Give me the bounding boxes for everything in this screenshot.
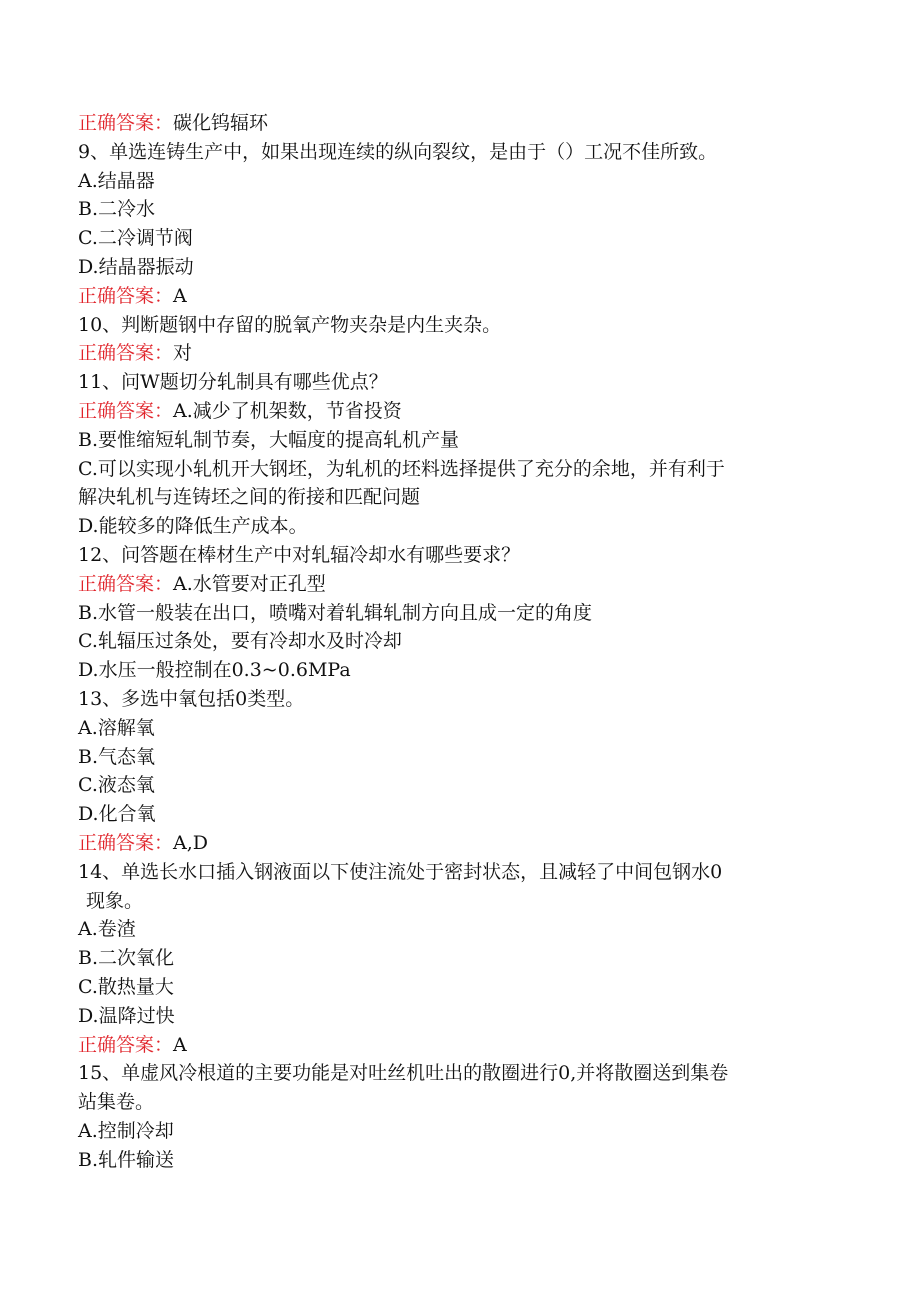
option-a: A.卷渣 bbox=[78, 918, 136, 941]
answer-label: 正确答案： bbox=[78, 342, 174, 365]
answer-value: 碳化钨辐环 bbox=[173, 112, 269, 134]
question-text: 10、判断题钢中存留的脱氧产物夹杂是内生夹杂。 bbox=[78, 313, 502, 336]
answer-value: A.减少了机架数，节省投资 bbox=[173, 399, 402, 422]
option-d: D.结晶器振动 bbox=[78, 255, 194, 278]
option-b: B.水管一般装在出口，喷嘴对着轧辑轧制方向且成一定的角度 bbox=[78, 601, 593, 624]
option-a: A.溶解氧 bbox=[78, 716, 155, 739]
option-d: D.温降过快 bbox=[78, 1004, 175, 1027]
option-a: A.控制冷却 bbox=[78, 1119, 174, 1142]
question-text: 13、多选中氧包括0类型。 bbox=[78, 687, 305, 710]
question-text: 9、单选连铸生产中，如果出现连续的纵向裂纹，是由于（）工况不佳所致。 bbox=[78, 140, 718, 163]
option-b: B.轧件输送 bbox=[78, 1148, 175, 1171]
answer-label: 正确答案： bbox=[78, 1033, 174, 1056]
answer-line bbox=[78, 397, 838, 426]
question-text: 15、单虚风冷根道的主要功能是对吐丝机吐出的散圈进行0,并将散圈送到集卷 bbox=[78, 1062, 729, 1085]
answer-label: 正确答案： bbox=[78, 399, 174, 422]
option-d: D.化合氧 bbox=[78, 803, 156, 826]
answer-value: 对 bbox=[173, 342, 193, 365]
answer-line bbox=[78, 339, 838, 368]
option-c: C.可以实现小轧机开大钢坯，为轧机的坯料选择提供了充分的余地，并有利于 bbox=[78, 457, 725, 480]
answer-line bbox=[78, 282, 838, 311]
answer-value: A bbox=[173, 284, 187, 307]
option-c: C.二冷调节阀 bbox=[78, 227, 193, 250]
option-b: B.气态氧 bbox=[78, 745, 156, 768]
option-b: B.二次氧化 bbox=[78, 947, 175, 970]
option-c: C.液态氧 bbox=[78, 774, 155, 797]
question-text-continued: 现象。 bbox=[86, 889, 144, 912]
answer-label: 正确答案： bbox=[78, 572, 174, 595]
answer-line bbox=[78, 1031, 838, 1060]
question-text: 14、单选长水口插入钢液面以下使注流处于密封状态，且减轻了中间包钢水0 bbox=[78, 860, 723, 883]
answer-label: 正确答案： bbox=[78, 112, 174, 134]
option-a: A.结晶器 bbox=[78, 169, 155, 192]
question-text-continued: 站集卷。 bbox=[78, 1091, 155, 1114]
answer-value: A,D bbox=[173, 831, 209, 854]
answer-value: A bbox=[173, 1033, 187, 1056]
question-text: 12、问答题在棒材生产中对轧辐冷却水有哪些要求？ bbox=[78, 543, 521, 566]
option-b: B.二冷水 bbox=[78, 198, 156, 221]
option-c: C.散热量大 bbox=[78, 975, 174, 998]
question-text: 11、问W题切分轧制具有哪些优点？ bbox=[78, 371, 388, 394]
option-d: D.水压一般控制在0.3~0.6MPa bbox=[78, 659, 351, 682]
option-c-continued: 解决轧机与连铸坯之间的衔接和匹配问题 bbox=[78, 486, 421, 509]
answer-line bbox=[78, 109, 838, 138]
document-page bbox=[78, 109, 838, 1174]
option-c: C.轧辐压过条处，要有冷却水及时冷却 bbox=[78, 630, 402, 653]
option-d: D.能较多的降低生产成本。 bbox=[78, 515, 308, 538]
answer-label: 正确答案： bbox=[78, 831, 174, 854]
answer-line bbox=[78, 829, 838, 858]
answer-value: A.水管要对正孔型 bbox=[173, 572, 326, 595]
answer-line bbox=[78, 570, 838, 599]
answer-label: 正确答案： bbox=[78, 284, 174, 307]
option-b: B.要惟缩短轧制节奏，大幅度的提高轧机产量 bbox=[78, 428, 460, 451]
